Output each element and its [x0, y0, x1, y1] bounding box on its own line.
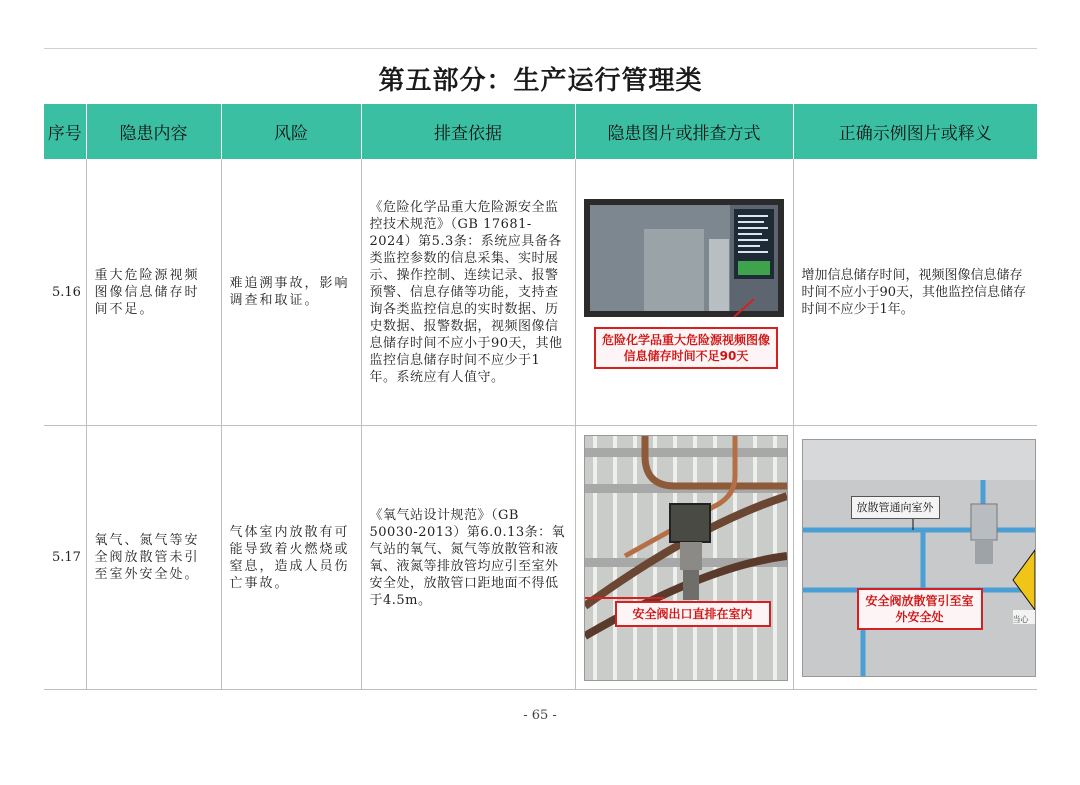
header-basis: 排查依据 — [361, 104, 575, 159]
hazard-content: 重大危险源视频图像信息储存时间不足。 — [86, 159, 221, 426]
row-index: 5.16 — [44, 159, 86, 426]
basis-text: 《危险化学品重大危险源安全监控技术规范》（GB 17681-2024）第5.3条：系统应具备各类监控参数的信息采集、实时展示、操作控制、连续记录、报警预警、信息存储等功能，支持查询各类监控信息的实时数据、历史数据、报警数据，视频图像信息储存时间不应小于90天，其他监控信息储存时间不应少于1年。系统应有人值守。 — [361, 159, 575, 426]
hazard-table — [44, 104, 1037, 690]
monitor-screen-image — [584, 199, 784, 317]
correct-tag: 放散管通向室外 — [851, 496, 940, 519]
hazard-image-cell — [575, 159, 793, 426]
row-index: 5.17 — [44, 426, 86, 690]
warning-sign-text: 当心 — [1012, 614, 1029, 624]
pipe-outdoor-image — [803, 440, 1035, 676]
correct-text: 增加信息储存时间，视频图像信息储存时间不应小于90天，其他监控信息储存时间不应少于1年。 — [793, 159, 1037, 426]
hazard-content: 氧气、氮气等安全阀放散管未引至室外安全处。 — [86, 426, 221, 690]
basis-text: 《氧气站设计规范》（GB 50030-2013）第6.0.13条：氧气站的氧气、氮气等放散管和液氧、液氮等排放管均应引至室外安全处，放散管口距地面不得低于4.5m。 — [361, 426, 575, 690]
section-title: 第五部分：生产运行管理类 — [378, 65, 703, 96]
pipe-correct-photo — [802, 439, 1036, 677]
top-rule — [44, 48, 1037, 49]
pipe-indoor-image — [585, 436, 787, 680]
monitor-photo — [584, 199, 784, 385]
hazard-image-cell — [575, 426, 793, 690]
correct-callout: 安全阀放散管引至室外安全处 — [857, 588, 983, 630]
header-index: 序号 — [44, 104, 86, 159]
pipe-hazard-photo — [584, 435, 788, 681]
header-hazard: 隐患内容 — [86, 104, 221, 159]
header-hazard-image: 隐患图片或排查方式 — [575, 104, 793, 159]
correct-image-cell — [793, 426, 1037, 690]
risk-text: 难追溯事故，影响调查和取证。 — [221, 159, 361, 426]
hazard-callout: 安全阀出口直排在室内 — [615, 601, 771, 627]
header-risk: 风险 — [221, 104, 361, 159]
table-row — [44, 159, 1037, 426]
table-header-row — [44, 104, 1037, 159]
risk-text: 气体室内放散有可能导致着火燃烧或窒息，造成人员伤亡事故。 — [221, 426, 361, 690]
table-row — [44, 426, 1037, 690]
header-correct-example: 正确示例图片或释义 — [793, 104, 1037, 159]
page-number: - 65 - — [523, 708, 557, 723]
hazard-callout: 危险化学品重大危险源视频图像信息储存时间不足90天 — [594, 327, 778, 369]
